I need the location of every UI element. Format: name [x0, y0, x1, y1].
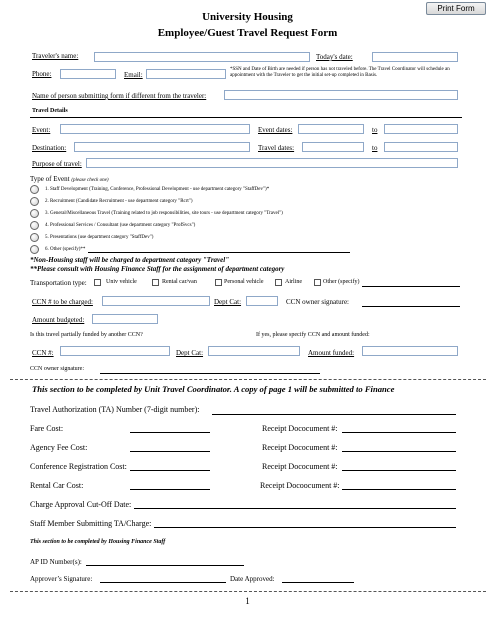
finance-heading: This section to be completed by Housing Finance Staff: [30, 539, 166, 545]
travel-end-date-field[interactable]: [384, 142, 458, 152]
amount-budgeted-field[interactable]: [92, 314, 158, 324]
travelers-name-field[interactable]: [94, 52, 310, 62]
event-type-option-2: 2. Recruitment (Candidate Recruitment - use department category "Rcrt"): [45, 199, 193, 204]
event-type-option-6: 6. Other (specify)**: [45, 247, 86, 252]
approver-signature-line[interactable]: [100, 582, 226, 583]
conference-cost-line[interactable]: [130, 470, 210, 471]
airline-checkbox[interactable]: [275, 279, 282, 286]
date-approved-label: Date Approved:: [230, 575, 275, 583]
dept-cat-field[interactable]: [246, 296, 278, 306]
dept-cat-label: Dept Cat:: [214, 298, 242, 306]
agency-receipt-line[interactable]: [342, 451, 456, 452]
travel-details-heading: Travel Details: [32, 108, 68, 114]
other-transport-checkbox[interactable]: [314, 279, 321, 286]
non-housing-note: *Non-Housing staff will be charged to department category "Travel": [30, 256, 230, 264]
date-approved-line[interactable]: [282, 582, 354, 583]
ap-id-line[interactable]: [86, 565, 244, 566]
email-label: Email:: [124, 71, 143, 79]
form-title: University Housing: [202, 11, 293, 23]
fare-receipt-label: Receipt Dococument #:: [262, 424, 338, 433]
amount-budgeted-label: Amount budgeted:: [32, 316, 85, 324]
todays-date-label: Today's date:: [316, 53, 353, 61]
destination-label: Destination:: [32, 144, 67, 152]
cutoff-date-line[interactable]: [134, 508, 456, 509]
ccn-owner-signature-line[interactable]: [100, 373, 320, 374]
travel-start-date-field[interactable]: [302, 142, 364, 152]
personal-vehicle-checkbox[interactable]: [215, 279, 222, 286]
ccn-label: CCN #:: [32, 349, 54, 357]
fare-receipt-line[interactable]: [342, 432, 456, 433]
other-specify-line[interactable]: [88, 252, 350, 253]
event-dates-label: Event dates:: [258, 126, 293, 134]
rental-receipt-line[interactable]: [342, 489, 456, 490]
ccn-owner-signature-label: CCN owner signature:: [30, 366, 84, 372]
form-subtitle: Employee/Guest Travel Request Form: [157, 27, 338, 39]
agency-fee-label: Agency Fee Cost:: [30, 443, 88, 452]
todays-date-field[interactable]: [372, 52, 458, 62]
partial-funding-question: Is this travel partially funded by another CCN?: [30, 332, 143, 338]
staff-submitting-label: Staff Member Submitting TA/Charge:: [30, 519, 152, 528]
ccn-charged-field[interactable]: [102, 296, 210, 306]
conference-receipt-line[interactable]: [342, 470, 456, 471]
phone-field[interactable]: [60, 69, 116, 79]
conference-cost-label: Conference Registration Cost:: [30, 462, 127, 471]
other-transport-line[interactable]: [362, 286, 460, 287]
phone-label: Phone:: [32, 70, 52, 78]
dept-cat-2-field[interactable]: [208, 346, 300, 356]
rental-car-label: Rental car/van: [162, 279, 197, 285]
event-type-option-3: 3. General/Miscellaneous Travel (Training related to job responsibilities, site tours - use department category "Travel"): [45, 211, 283, 216]
submitter-field[interactable]: [224, 90, 458, 100]
event-label: Event:: [32, 126, 51, 134]
other-transport-label: Other (specify): [323, 279, 360, 285]
email-field[interactable]: [146, 69, 226, 79]
event-type-radio-3[interactable]: [30, 209, 39, 218]
ccn-field[interactable]: [60, 346, 170, 356]
event-type-radio-1[interactable]: [30, 185, 39, 194]
transportation-label: Transportation type:: [30, 279, 87, 287]
purpose-field[interactable]: [86, 158, 458, 168]
ap-id-label: AP ID Number(s):: [30, 558, 82, 566]
amount-funded-label: Amount funded:: [308, 349, 355, 357]
coordinator-heading: This section to be completed by Unit Travel Coordinator. A copy of page 1 will be submitted to Finance: [32, 384, 395, 394]
rental-receipt-label: Receipt Docoocument #:: [260, 481, 340, 490]
bottom-separator: [10, 591, 486, 592]
event-type-radio-2[interactable]: [30, 197, 39, 206]
fare-cost-label: Fare Cost:: [30, 424, 64, 433]
event-type-heading: Type of Event (please check one): [30, 175, 109, 183]
event-start-date-field[interactable]: [298, 124, 364, 134]
conference-receipt-label: Receipt Dococument #:: [262, 462, 338, 471]
page-number: 1: [245, 596, 250, 606]
rental-car-checkbox[interactable]: [152, 279, 159, 286]
event-field[interactable]: [60, 124, 250, 134]
section-separator: [10, 379, 486, 380]
rental-cost-label: Rental Car Cost:: [30, 481, 84, 490]
purpose-label: Purpose of travel:: [32, 160, 82, 168]
fare-cost-line[interactable]: [130, 432, 210, 433]
ccn-owner-sig-label: CCN owner signature:: [286, 298, 349, 306]
cutoff-date-label: Charge Approval Cut-Off Date:: [30, 500, 132, 509]
agency-fee-line[interactable]: [130, 451, 210, 452]
destination-field[interactable]: [74, 142, 250, 152]
print-form-button[interactable]: Print Form: [426, 2, 486, 15]
travel-dates-label: Travel dates:: [258, 144, 295, 152]
event-dates-to-label: to: [372, 126, 378, 134]
ssn-note: *SSN and Date of Birth are needed if person has not traveled before. The Travel Coordinator will schedule an appointment with the Traveler to get the initial set-up completed in Basis.: [230, 67, 450, 78]
event-type-option-1: 1. Staff Development (Training, Conference, Professional Development - use department category "StaffDev")*: [45, 187, 270, 192]
dept-cat-2-label: Dept Cat:: [176, 349, 204, 357]
travelers-name-label: Traveler's name:: [32, 52, 79, 60]
rental-cost-line[interactable]: [130, 489, 210, 490]
ta-number-line[interactable]: [212, 414, 456, 415]
univ-vehicle-label: Univ vehicle: [106, 279, 137, 285]
event-type-radio-6[interactable]: [30, 245, 39, 254]
event-type-radio-5[interactable]: [30, 233, 39, 242]
event-type-option-4: 4. Professional Services / Consultant (use department category "ProfSvcs"): [45, 223, 196, 228]
amount-funded-field[interactable]: [362, 346, 458, 356]
approver-signature-label: Approver’s Signature:: [30, 575, 93, 583]
staff-submitting-line[interactable]: [154, 527, 456, 528]
section-divider: [30, 117, 462, 118]
univ-vehicle-checkbox[interactable]: [94, 279, 101, 286]
event-end-date-field[interactable]: [384, 124, 458, 134]
event-type-option-5: 5. Presentations (use department category "StaffDev"): [45, 235, 154, 240]
consult-note: **Please consult with Housing Finance Staff for the assignment of department category: [30, 265, 285, 273]
event-type-radio-4[interactable]: [30, 221, 39, 230]
submitter-label: Name of person submitting form if different from the traveler:: [32, 92, 207, 100]
personal-vehicle-label: Personal vehicle: [224, 279, 264, 285]
airline-label: Airline: [285, 279, 302, 285]
ccn-owner-sig-line[interactable]: [362, 306, 460, 307]
partial-funding-instruction: If yes, please specify CCN and amount funded:: [256, 332, 370, 338]
ccn-charged-label: CCN # to be charged:: [32, 298, 93, 306]
ta-number-label: Travel Authorization (TA) Number (7-digit number):: [30, 405, 200, 414]
travel-dates-to-label: to: [372, 144, 378, 152]
agency-receipt-label: Receipt Dococument #:: [262, 443, 338, 452]
